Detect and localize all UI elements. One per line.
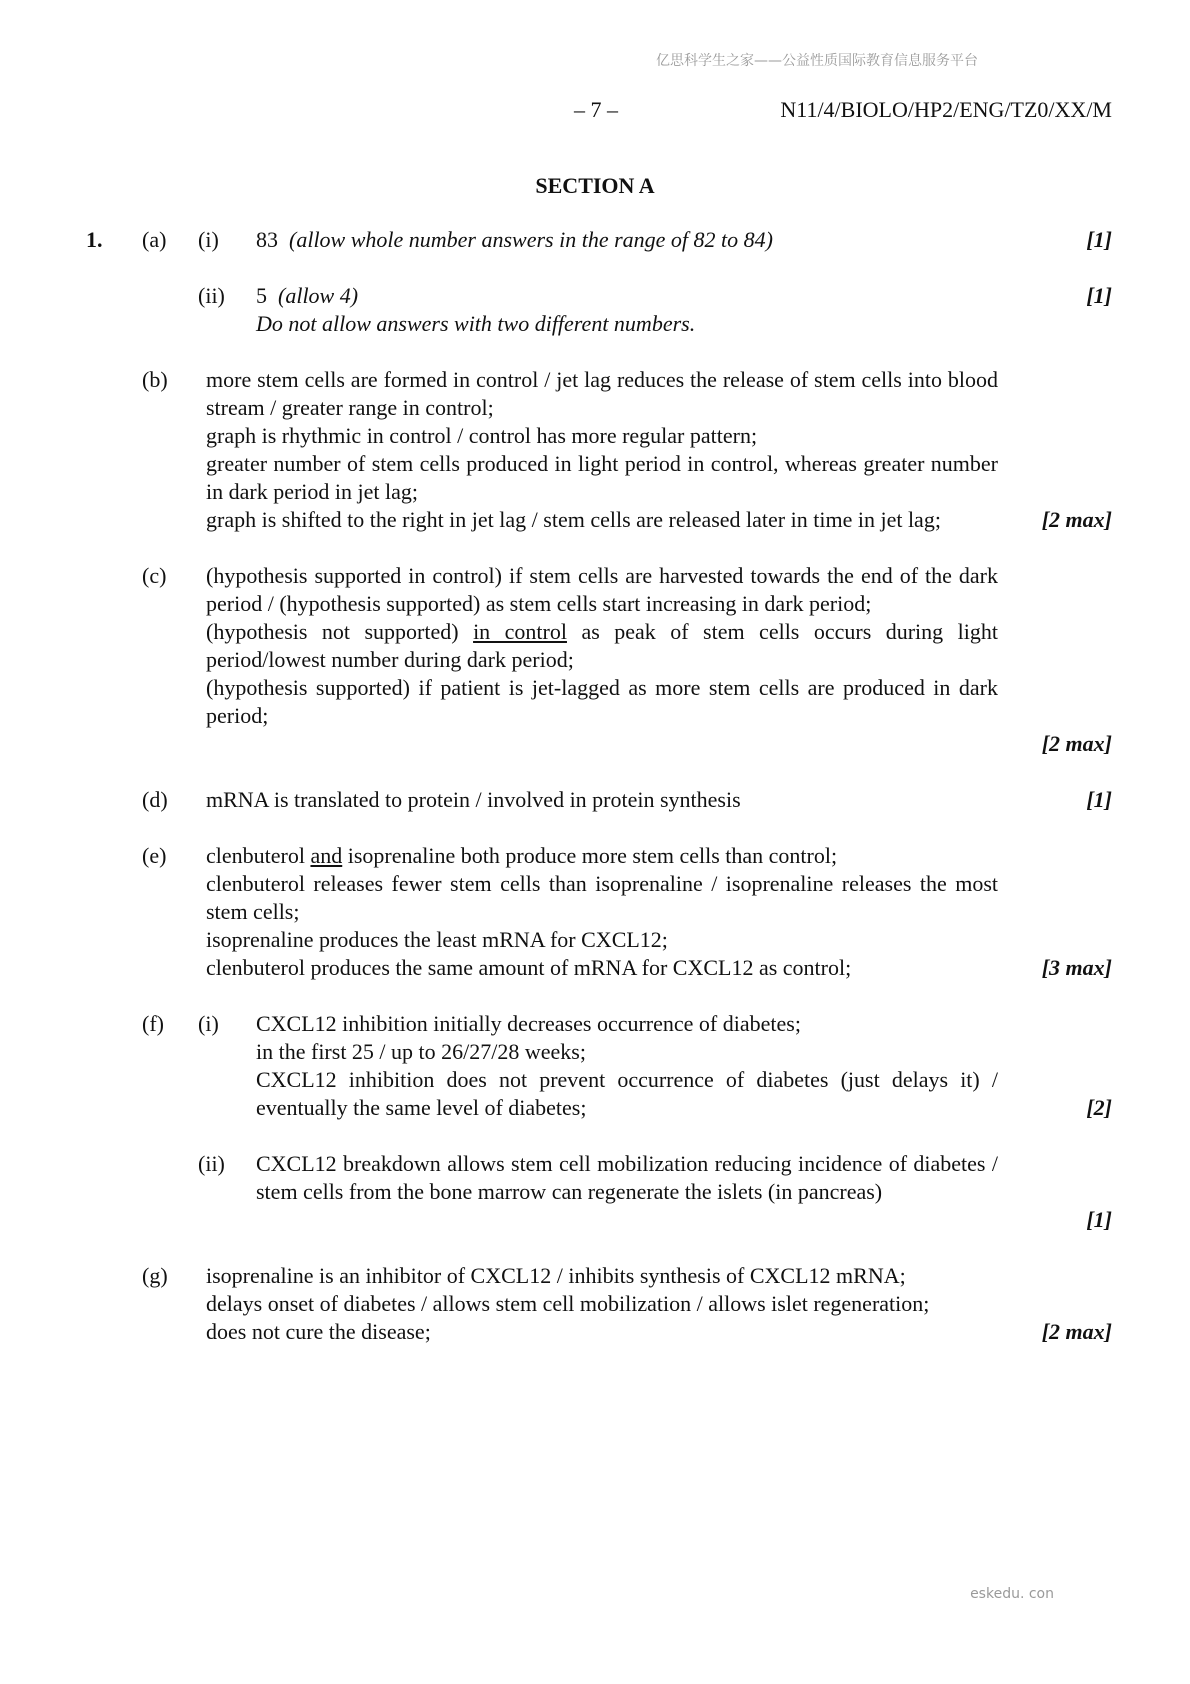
part-e-line: clenbuterol releases fewer stem cells than isoprenaline / isoprenaline releases the most stem cells; <box>206 871 998 924</box>
part-b-line: more stem cells are formed in control / jet lag reduces the release of stem cells into blood stream / greater range in control; <box>206 367 998 420</box>
part-f-i-line: in the first 25 / up to 26/27/28 weeks; <box>256 1039 586 1064</box>
part-g-label: (g) <box>142 1263 168 1288</box>
document-code: N11/4/BIOLO/HP2/ENG/TZ0/XX/M <box>780 97 1112 122</box>
part-f-i-text <box>256 1010 998 1122</box>
part-e-mark: [3 max] <box>1041 955 1112 980</box>
page-number: – 7 – <box>574 97 618 122</box>
part-f-i-line: CXCL12 inhibition initially decreases occurrence of diabetes; <box>256 1011 801 1036</box>
part-g-text <box>206 1262 998 1346</box>
part-c-line2-pre: (hypothesis not supported) <box>206 619 474 644</box>
part-a-ii-answer <box>256 282 695 338</box>
part-g-line: delays onset of diabetes / allows stem cell mobilization / allows islet regeneration; <box>206 1291 930 1316</box>
part-c-line2-underlined: in control <box>473 619 567 644</box>
part-g-line: does not cure the disease; <box>206 1319 431 1344</box>
part-b-line: graph is shifted to the right in jet lag / stem cells are released later in time in jet lag; <box>206 507 941 532</box>
part-f-i-mark: [2] <box>1086 1095 1112 1120</box>
part-d-label: (d) <box>142 787 168 812</box>
part-c-text <box>206 562 998 730</box>
part-c-label: (c) <box>142 563 167 588</box>
part-f-label: (f) <box>142 1011 164 1036</box>
part-d-text: mRNA is translated to protein / involved in protein synthesis <box>206 787 741 812</box>
part-b-label: (b) <box>142 367 168 392</box>
part-a-ii-mark: [1] <box>1086 283 1112 308</box>
part-a-ii-value: 5 <box>256 283 267 308</box>
part-e-line: isoprenaline produces the least mRNA for CXCL12; <box>206 927 668 952</box>
section-title: SECTION A <box>535 173 655 198</box>
bottom-watermark: eskedu. con <box>970 1586 1054 1602</box>
part-g-line: isoprenaline is an inhibitor of CXCL12 / inhibits synthesis of CXCL12 mRNA; <box>206 1263 906 1288</box>
part-a-i-value: 83 <box>256 227 278 252</box>
part-a-label: (a) <box>142 227 167 252</box>
part-a-i-mark: [1] <box>1086 227 1112 252</box>
part-e-line <box>206 842 998 870</box>
part-b-line: graph is rhythmic in control / control has more regular pattern; <box>206 423 758 448</box>
part-f-ii-text: CXCL12 breakdown allows stem cell mobilization reducing incidence of diabetes / stem cells from the bone marrow can regenerate the islets (in pancreas) <box>256 1151 998 1204</box>
part-e-label: (e) <box>142 843 167 868</box>
part-e-line1-post: isoprenaline both produce more stem cells than control; <box>342 843 838 868</box>
part-e-line1-pre: clenbuterol <box>206 843 311 868</box>
question-number: 1. <box>86 227 103 252</box>
part-b-text <box>206 366 998 534</box>
part-e-text <box>206 842 998 982</box>
part-a-i-label: (i) <box>198 227 219 252</box>
part-b-line: greater number of stem cells produced in light period in control, whereas greater number in dark period in jet lag; <box>206 451 998 504</box>
part-e-line1-underlined: and <box>310 843 343 868</box>
part-f-ii-mark: [1] <box>1086 1207 1112 1232</box>
part-c-mark: [2 max] <box>1041 731 1112 756</box>
part-f-ii-label: (ii) <box>198 1151 225 1176</box>
part-d-mark: [1] <box>1086 787 1112 812</box>
part-c-line <box>206 618 998 674</box>
part-e-line: clenbuterol produces the same amount of mRNA for CXCL12 as control; <box>206 955 852 980</box>
part-f-i-line: CXCL12 inhibition does not prevent occurrence of diabetes (just delays it) / eventually the same level of diabetes; <box>256 1067 998 1120</box>
part-g-mark: [2 max] <box>1041 1319 1112 1344</box>
top-watermark: 亿思科学生之家——公益性质国际教育信息服务平台 <box>656 53 978 69</box>
part-a-ii-note: (allow 4) <box>278 283 359 308</box>
part-c-line: (hypothesis supported in control) if stem cells are harvested towards the end of the dark period / (hypothesis supported) as stem cells start increasing in dark period; <box>206 563 998 616</box>
part-c-line2-post: as peak of stem cells occurs during light period/lowest number during dark period; <box>206 619 998 672</box>
part-a-i-answer <box>256 226 773 254</box>
part-f-i-label: (i) <box>198 1011 219 1036</box>
part-a-i-note: (allow whole number answers in the range of 82 to 84) <box>289 227 773 252</box>
part-b-mark: [2 max] <box>1041 507 1112 532</box>
part-c-line: (hypothesis supported) if patient is jet-lagged as more stem cells are produced in dark period; <box>206 675 998 728</box>
part-a-ii-label: (ii) <box>198 283 225 308</box>
part-a-ii-note2: Do not allow answers with two different numbers. <box>256 311 696 336</box>
